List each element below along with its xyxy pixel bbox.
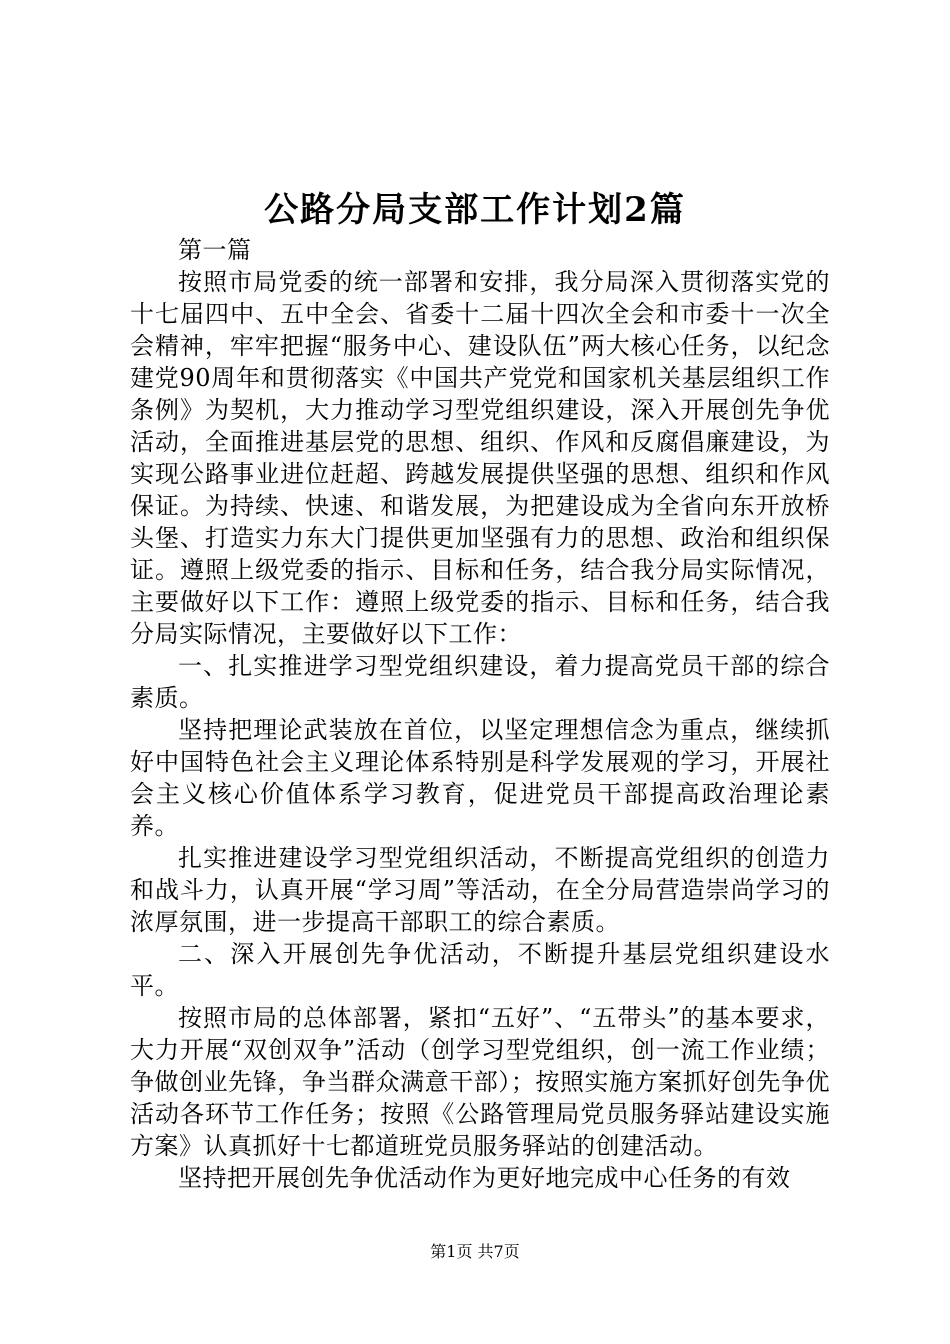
paragraph: 按照市局党委的统一部署和安排，我分局深入贯彻落实党的十七届四中、五中全会、省委十二届十四次全会和市委十一次全会精神，牢牢把握“服务中心、建设队伍”两大核心任务，以纪念建党90周年和贯彻落实《中国共产党党和国家机关基层组织工作条例》为契机，大力推动学习型党组织建设，深入开展创先争优活动，全面推进基层党的思想、组织、作风和反腐倡廉建设，为实现公路事业进位赶超、跨越发展提供坚强的思想、组织和作风保证。为持续、快速、和谐发展，为把建设成为全省向东开放桥头堡、打造实力东大门提供更加坚强有力的思想、政治和组织保证。遵照上级党委的指示、目标和任务，结合我分局实际情况，主要做好以下工作：遵照上级党委的指示、目标和任务，结合我分局实际情况，主要做好以下工作： — [130, 268, 830, 648]
section-heading: 一、扎实推进学习型党组织建设，着力提高党员干部的综合素质。 — [130, 652, 830, 712]
paragraph: 坚持把开展创先争优活动作为更好地完成中心任务的有效 — [178, 1164, 791, 1192]
page-number: 第1页 共7页 — [430, 1242, 520, 1261]
section-label: 第一篇 — [178, 236, 252, 264]
paragraph: 坚持把理论武装放在首位，以坚定理想信念为重点，继续抓好中国特色社会主义理论体系特别是科学发展观的学习，开展社会主义核心价值体系学习教育，促进党员干部提高政治理论素养。 — [130, 716, 830, 840]
paragraph: 按照市局的总体部署，紧扣“五好”、“五带头”的基本要求，大力开展“双创双争”活动（创学习型党组织，创一流工作业绩；争做创业先锋，争当群众满意干部）；按照实施方案抓好创先争优活动各环节工作任务；按照《公路管理局党员服务驿站建设实施方案》认真抓好十七都道班党员服务驿站的创建活动。 — [130, 1004, 830, 1160]
page-footer — [0, 1240, 950, 1264]
document-body — [130, 234, 830, 1194]
page-title: 公路分局支部工作计划2篇 — [264, 190, 686, 230]
paragraph: 扎实推进建设学习型党组织活动，不断提高党组织的创造力和战斗力，认真开展“学习周”等活动，在全分局营造崇尚学习的浓厚氛围，进一步提高干部职工的综合素质。 — [130, 844, 830, 936]
section-heading: 二、深入开展创先争优活动，不断提升基层党组织建设水平。 — [130, 940, 830, 1000]
